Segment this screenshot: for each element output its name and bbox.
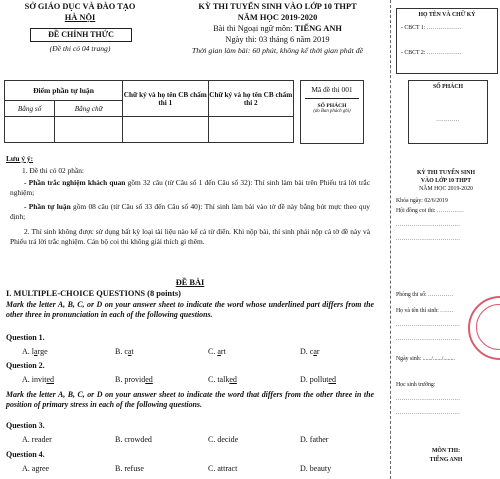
- department-line2: HÀ NỘI: [64, 13, 96, 22]
- instruction-pronunciation: Mark the letter A, B, C, or D on your answer sheet to indicate the word whose underlined part differs from the other three in pronunciation in each of the following questions.: [6, 300, 374, 319]
- school-label: Học sinh trường:: [396, 382, 436, 388]
- council-field-line2: .................................: [396, 236, 461, 242]
- school-field[interactable]: [396, 382, 435, 389]
- q1-c-post: rt: [220, 347, 226, 356]
- cut-line: [390, 0, 392, 479]
- supervisor-box-title: HỌ TÊN VÀ CHỮ KÝ: [418, 12, 476, 18]
- q1-c-pre: C.: [208, 347, 218, 356]
- school-field-line2: .................................: [396, 410, 461, 416]
- sidebar-subject: TIẾNG ANH: [429, 457, 463, 463]
- notes-part1-rest: gồm 32 câu (từ Câu số 1 đến Câu số 32): Thí sinh làm bài trên Phiếu trả lời trắc nghiệm;: [10, 178, 370, 197]
- q1-b-underlined: a: [127, 347, 132, 356]
- sidebar-exam-title1: KỲ THI TUYỂN SINH: [417, 170, 475, 176]
- q1-a-underlined: a: [34, 347, 38, 356]
- q2-b-pre: B. provid: [115, 375, 146, 384]
- sophach-box: [408, 80, 488, 144]
- sophach-label: SỐ PHÁCH: [317, 103, 347, 109]
- candidate-name-field[interactable]: Họ và tên thí sinh: .......: [396, 308, 454, 314]
- q1-b-post: t: [131, 347, 134, 356]
- notes-part2-bold: - Phần tự luận: [24, 202, 71, 211]
- cbct1-field[interactable]: - CBCT 1: ..................: [401, 25, 462, 31]
- question-2-label: Question 2.: [6, 361, 45, 370]
- q1-option-b[interactable]: [115, 347, 134, 356]
- q2-c-underlined: ed: [229, 375, 237, 384]
- q3-option-d[interactable]: D. father: [300, 435, 329, 444]
- score-table: [4, 80, 294, 143]
- candidate-name-line2: .................................: [396, 336, 461, 342]
- score-words-cell[interactable]: [55, 117, 123, 143]
- q4-option-d[interactable]: D. beauty: [300, 464, 332, 473]
- council-label: Hội đồng coi thi:: [396, 208, 436, 214]
- notes-part2: [10, 202, 370, 222]
- question-4-label: Question 4.: [6, 450, 45, 459]
- grader1-header: Chữ ký và họ tên CB chấm thi 1: [123, 81, 208, 117]
- q2-c-pre: C. talk: [208, 375, 230, 384]
- cbct2-field[interactable]: - CBCT 2: ..................: [401, 50, 462, 56]
- notes-item2: 2. Thí sinh không được sử dụng bất kỳ loại tài liệu nào kể cả từ điển. Khi nộp bài, thí sinh phải nộp cả tờ đề này và Phiếu trả lời trắc nghiệm. Cán bộ coi thi không giải thích gì thêm.: [10, 227, 370, 246]
- q2-option-b[interactable]: [115, 375, 153, 384]
- dob-field[interactable]: Ngày sinh: ....../....../........: [396, 356, 455, 362]
- question-1-label: Question 1.: [6, 333, 45, 342]
- sidebar-exam-year: NĂM HỌC 2019-2020: [419, 186, 473, 192]
- q1-a-post: rge: [37, 347, 48, 356]
- grader2-header: Chữ ký và họ tên CB chấm thi 2: [208, 81, 293, 117]
- grader1-cell[interactable]: [123, 117, 208, 143]
- sidebar-subject-title: MÔN THI:: [431, 448, 461, 454]
- official-seal-stamp: [468, 296, 500, 360]
- q4-option-a[interactable]: A. agree: [22, 464, 50, 473]
- candidate-name-label: Họ và tên thí sinh:: [396, 308, 439, 314]
- grader2-cell[interactable]: [208, 117, 293, 143]
- q1-option-c[interactable]: [208, 347, 226, 356]
- q2-a-pre: A. invit: [22, 375, 47, 384]
- notes-item1: 1. Đề thi có 02 phần:: [22, 166, 84, 175]
- essay-score-header: Điểm phần tự luận: [5, 81, 123, 101]
- q3-option-b[interactable]: B. crowded: [115, 435, 152, 444]
- q2-d-underlined: ed: [328, 375, 337, 384]
- q2-d-pre: D. pollut: [300, 375, 329, 384]
- q2-b-underlined: ed: [145, 375, 153, 384]
- department-line1: SỞ GIÁO DỤC VÀ ĐÀO TẠO: [24, 2, 136, 11]
- subject-line: [160, 24, 395, 35]
- q1-option-a[interactable]: [22, 347, 48, 356]
- notes-title: Lưu ý ý:: [6, 154, 34, 163]
- score-in-words-header: Bằng chữ: [55, 101, 123, 117]
- supervisor-box: [396, 8, 498, 74]
- council-field[interactable]: Hội đồng coi thi: ..............: [396, 208, 465, 214]
- section1-heading: I. MULTIPLE-CHOICE QUESTIONS (8 points): [6, 289, 181, 298]
- q3-option-c[interactable]: C. decide: [208, 435, 239, 444]
- sophach-field[interactable]: ............: [436, 117, 460, 123]
- exam-code: Mã đề thi 001: [311, 85, 353, 94]
- notes-part1-bold: - Phần trắc nghiệm khách quan: [24, 178, 126, 187]
- notes-part2-rest: gồm 08 câu (từ Câu số 33 đến Câu số 40): Thí sinh làm bài vào tờ đề này bằng bút mực theo quy định;: [10, 202, 370, 221]
- q3-option-a[interactable]: A. reader: [22, 435, 52, 444]
- q1-b-pre: B. c: [115, 347, 128, 356]
- q2-option-c[interactable]: [208, 375, 237, 384]
- subject-name: TIẾNG ANH: [294, 24, 342, 33]
- score-in-numbers-header: Bằng số: [5, 101, 55, 117]
- exam-code-box: [300, 80, 364, 144]
- q1-option-d[interactable]: [300, 347, 320, 356]
- sidebar-sophach-label: SỐ PHÁCH: [432, 84, 464, 90]
- q1-c-underlined: a: [217, 347, 221, 356]
- cbct1-label: - CBCT 1:: [401, 25, 426, 31]
- official-badge: ĐỀ CHÍNH THỨC: [30, 28, 132, 42]
- exam-date: Ngày thi: 03 tháng 6 năm 2019: [225, 35, 330, 44]
- room-label: Phòng thi số:: [396, 292, 427, 298]
- room-field[interactable]: Phòng thi số: .............: [396, 292, 454, 298]
- sophach-note: (do Ban phách ghi): [313, 109, 351, 114]
- notes-title-text: Lưu ý: [6, 154, 26, 163]
- q1-d-underlined: a: [313, 347, 317, 356]
- q2-option-d[interactable]: [300, 375, 336, 384]
- school-field-line: .................................: [396, 396, 461, 402]
- candidate-name-line: .................................: [396, 322, 461, 328]
- q4-option-b[interactable]: B. refuse: [115, 464, 144, 473]
- question-3-label: Question 3.: [6, 421, 45, 430]
- notes-part1: [10, 178, 370, 198]
- sidebar-course-date: Khóa ngày: 02/6/2019: [396, 198, 448, 204]
- q2-option-a[interactable]: [22, 375, 54, 384]
- seal-inner-ring: [476, 304, 500, 350]
- sidebar-exam-title2: VÀO LỚP 10 THPT: [420, 178, 472, 184]
- subject-prefix: Bài thi Ngoại ngữ môn:: [213, 24, 293, 33]
- q1-d-post: r: [316, 347, 320, 356]
- exam-time: Thời gian làm bài: 60 phút, không kể thời gian phát đề: [191, 46, 364, 55]
- school-year: NĂM HỌC 2019-2020: [237, 13, 318, 22]
- q1-d-pre: D. c: [300, 347, 314, 356]
- cbct2-label: - CBCT 2:: [401, 50, 426, 56]
- score-numbers-cell[interactable]: [5, 117, 55, 143]
- instruction-stress: Mark the letter A, B, C, or D on your answer sheet to indicate the word that differs from the other three in the position of primary stress in each of the following questions.: [6, 390, 374, 409]
- q1-a-pre: A. l: [22, 347, 34, 356]
- exam-title: KỲ THI TUYỂN SINH VÀO LỚP 10 THPT: [198, 2, 357, 11]
- q2-a-underlined: ed: [46, 375, 55, 384]
- de-bai-heading: ĐỀ BÀI: [175, 278, 205, 287]
- council-field-line: .................................: [396, 222, 461, 228]
- pages-note: (Đề thi có 04 trang): [49, 44, 111, 53]
- q4-option-c[interactable]: C. attract: [208, 464, 238, 473]
